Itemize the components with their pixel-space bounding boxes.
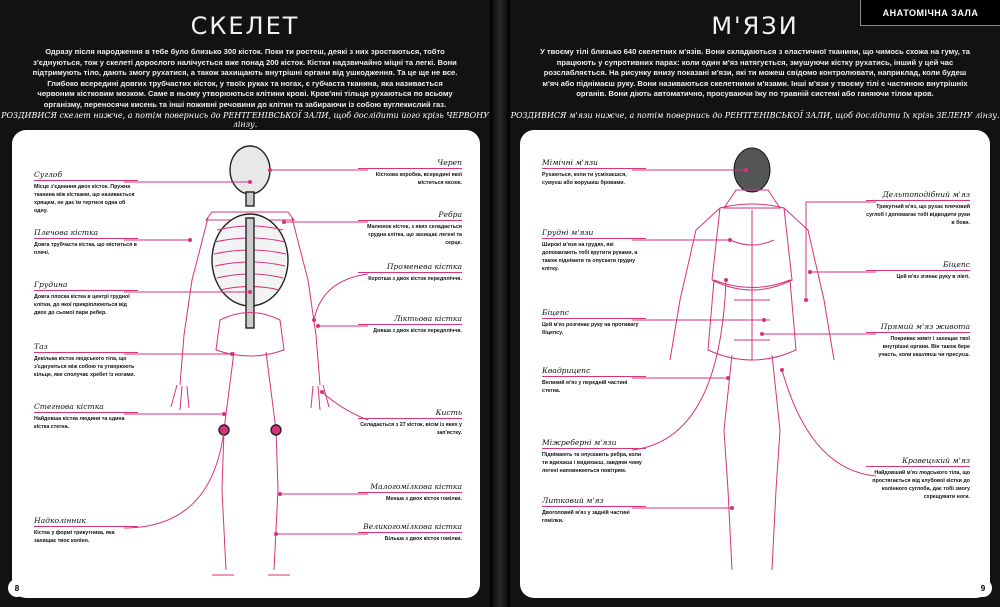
right-page bbox=[510, 0, 1000, 607]
label-pelvis: Таз Декілька кісток людського тіла, що з'єднуються між собою та утворюють кільце, яке сполучає хребет із ногами. bbox=[34, 342, 138, 379]
label-deltoid: Дельтоподібний м'яз Трикутний м'яз, що рухає плечовий суглоб і допомагає тобі відводити руки в боки. bbox=[866, 190, 970, 226]
label-hand: Кисть Складається з 27 кісток, вісім із яких у зап'ястку. bbox=[358, 408, 462, 437]
label-fibula: Малогомілкова кістка Менша з двох кісток гомілки. bbox=[358, 482, 462, 503]
label-skull: Череп Кісткова коробка, всередині якої міститься мозок. bbox=[358, 158, 462, 187]
intro-text: У твоєму тілі близько 640 скелетних м'язів. Вони складаються з еластичної тканини, що чимось схожа на гуму, та працюють у супротивних парах: коли один м'яз натягується, змушуючи кістку рухатись, інший у цей час розслабляється. На рисунку внизу показані м'язи, які ти можеш свідомо контролювати, наприклад, коли будеш м'яч або піднімаєш руку. Вони називаються скелетними м'язами. Інші м'язи у твоєму тілі є частиною внутрішніх органів. Вони діють автоматично, просуваючи їжу по травній системі або ганяючи тілом кров. bbox=[540, 47, 970, 99]
book-gutter bbox=[490, 0, 510, 607]
intro-text: Одразу після народження в тебе було близько 300 кісток. Поки ти ростеш, деякі з них зростаються, тобто з'єднуються, тож у скелеті дорослого налічується вже понад 200 кісток. Кістки надзвичайно міцні та легкі. Вони підтримують тіло, дають змогу рухатися, а також захищають внутрішні органи від ушкодження. Та це ще не все. Глибоко всередині довгих трубчастих кісток, у твоїх руках та ногах, є губчаста тканина, яка називається червоним кістковим мозком. Саме в ньому утворюються клітини крові. Кров'яні тільця рухаються по всьому організму, переносячи кисень та інші поживні речовини до клітин та забираючи із собою вуглекислий газ. bbox=[32, 47, 458, 109]
label-patella: Надколінник Кістка у формі трикутника, яка захищає твоє коліно. bbox=[34, 516, 138, 545]
page-title: СКЕЛЕТ bbox=[190, 12, 300, 40]
label-calf-muscle: Литковий м'яз Двоголовий м'яз у задній частині гомілки. bbox=[542, 496, 646, 525]
label-facial-muscles: Мімічні м'язи Рухаються, коли ти усміхаєшся, сумуєш або ворушиш бровами. bbox=[542, 158, 646, 187]
page-number: 9 bbox=[974, 579, 992, 597]
skeleton-illustration bbox=[171, 146, 329, 575]
page-title: М'ЯЗИ bbox=[711, 12, 799, 40]
muscle-illustration bbox=[670, 148, 834, 570]
skeleton-panel bbox=[12, 130, 480, 598]
label-humerus: Плечова кістка Довга трубчаста кістка, що міститься в плечі. bbox=[34, 228, 137, 256]
page-number: 8 bbox=[8, 579, 26, 597]
left-page bbox=[0, 0, 490, 607]
label-intercostal-muscles: Міжреберні м'язи Піднімають та опускають ребра, коли ти вдихаєш і видихаєш, завдяки чому легені наповнюються повітрям. bbox=[542, 438, 646, 475]
label-rectus-abdominis: Прямий м'яз живота Покриває живіт і захищає твої внутрішні органи. Він також бере участь, коли кашляєш чи пресуєш. bbox=[866, 322, 970, 359]
label-radius: Променева кістка Коротша з двох кісток передпліччя. bbox=[358, 262, 462, 283]
label-ulna: Ліктьова кістка Довша з двох кісток передпліччя. bbox=[358, 314, 462, 335]
label-sternum: Грудина Довга плоска кістка в центрі грудної клітки, до якої прикріплюються від двох до сьомої пари ребер. bbox=[34, 280, 138, 317]
label-tibia: Великогомілкова кістка Більша з двох кісток гомілки. bbox=[358, 522, 462, 543]
label-pectoral-muscles: Грудні м'язи Широкі м'язи на грудях, які допомагають тобі крутити руками, а також піднімати та опускати грудну клітку. bbox=[542, 228, 646, 273]
label-triceps: Біцепс Цей м'яз розгинає руку на противагу біцепсу. bbox=[542, 308, 646, 337]
label-biceps: Біцепс Цей м'яз згинає руку в лікті. bbox=[866, 260, 970, 281]
muscles-panel bbox=[520, 130, 990, 598]
label-sartorius: Кравецький м'яз Найдовший м'яз людського тіла, що простягається від клубової кістки до колінного суглоба, дає тобі змогу схрещувати ноги. bbox=[866, 456, 970, 501]
instruction-text: РОЗДИВИСЯ м'язи нижче, а потім повернись до РЕНТГЕНІВСЬКОЇ ЗАЛИ, щоб дослідити їх крізь ЗЕЛЕНУ лінзу. bbox=[510, 111, 1000, 120]
section-badge: АНАТОМІЧНА ЗАЛА bbox=[860, 0, 1000, 26]
label-ribs: Ребра Малюнок кісток, з яких складається грудна клітка, що захищає легені та серце. bbox=[358, 210, 462, 247]
label-femur: Стегнова кістка Найдовша кістка людини та єдина кістка стегна. bbox=[34, 402, 138, 431]
label-joint: Суглоб Місце з'єднання двох кісток. Пружна тканина між кістками, що називається хрящем, не дає їм тертися одна об одну. bbox=[34, 170, 138, 215]
instruction-text: РОЗДИВИСЯ скелет нижче, а потім повернись до РЕНТГЕНІВСЬКОЇ ЗАЛИ, щоб дослідити його крізь ЧЕРВОНУ лінзу. bbox=[1, 111, 489, 129]
label-quadriceps: Квадрицепс Великий м'яз у передній частині стегна. bbox=[542, 366, 646, 395]
